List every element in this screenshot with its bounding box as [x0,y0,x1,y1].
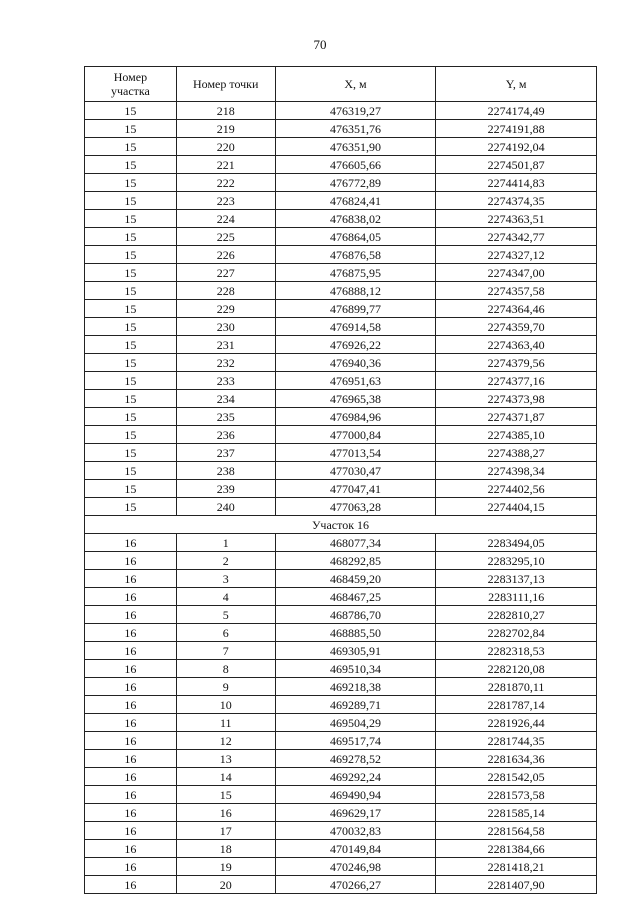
table-row [85,336,597,354]
cell-x: 476984,96 [275,408,436,426]
cell-x: 477030,47 [275,462,436,480]
cell-point-number: 226 [176,246,275,264]
cell-point-number: 218 [176,102,275,120]
cell-x: 477063,28 [275,498,436,516]
cell-y: 2274414,83 [436,174,597,192]
cell-plot-number: 15 [85,390,177,408]
cell-point-number: 234 [176,390,275,408]
table-header [85,67,597,102]
table-row [85,408,597,426]
table-row [85,876,597,894]
cell-y: 2274192,04 [436,138,597,156]
table-row [85,138,597,156]
cell-x: 476965,38 [275,390,436,408]
table-row [85,228,597,246]
cell-point-number: 7 [176,642,275,660]
cell-point-number: 239 [176,480,275,498]
table-row [85,786,597,804]
header-plot-number [85,67,177,102]
cell-y: 2274373,98 [436,390,597,408]
cell-point-number: 14 [176,768,275,786]
cell-y: 2274359,70 [436,318,597,336]
cell-point-number: 15 [176,786,275,804]
table-row [85,174,597,192]
cell-x: 468459,20 [275,570,436,588]
cell-point-number: 222 [176,174,275,192]
cell-point-number: 13 [176,750,275,768]
cell-x: 468786,70 [275,606,436,624]
table-row [85,192,597,210]
cell-y: 2281744,35 [436,732,597,750]
cell-point-number: 232 [176,354,275,372]
cell-y: 2274501,87 [436,156,597,174]
cell-y: 2281564,58 [436,822,597,840]
cell-plot-number: 16 [85,570,177,588]
cell-plot-number: 15 [85,102,177,120]
cell-x: 469510,34 [275,660,436,678]
cell-point-number: 18 [176,840,275,858]
table-row [85,570,597,588]
cell-x: 468885,50 [275,624,436,642]
cell-y: 2274398,34 [436,462,597,480]
cell-y: 2281585,14 [436,804,597,822]
cell-y: 2274379,56 [436,354,597,372]
cell-plot-number: 16 [85,714,177,732]
cell-plot-number: 15 [85,498,177,516]
cell-x: 476772,89 [275,174,436,192]
cell-x: 470149,84 [275,840,436,858]
cell-plot-number: 16 [85,822,177,840]
cell-y: 2274371,87 [436,408,597,426]
table-row [85,858,597,876]
cell-plot-number: 15 [85,444,177,462]
cell-x: 477047,41 [275,480,436,498]
cell-x: 469517,74 [275,732,436,750]
cell-point-number: 225 [176,228,275,246]
cell-plot-number: 16 [85,876,177,894]
cell-point-number: 4 [176,588,275,606]
cell-point-number: 10 [176,696,275,714]
cell-plot-number: 15 [85,264,177,282]
cell-plot-number: 16 [85,642,177,660]
cell-point-number: 3 [176,570,275,588]
cell-x: 477013,54 [275,444,436,462]
cell-y: 2281418,21 [436,858,597,876]
table-row [85,300,597,318]
cell-y: 2274327,12 [436,246,597,264]
cell-point-number: 240 [176,498,275,516]
table-row [85,372,597,390]
cell-x: 469504,29 [275,714,436,732]
cell-y: 2274388,27 [436,444,597,462]
cell-point-number: 233 [176,372,275,390]
cell-plot-number: 15 [85,192,177,210]
cell-x: 468467,25 [275,588,436,606]
cell-y: 2274174,49 [436,102,597,120]
cell-point-number: 11 [176,714,275,732]
cell-y: 2281870,11 [436,678,597,696]
cell-x: 476864,05 [275,228,436,246]
page-number: 70 [313,37,327,52]
cell-plot-number: 15 [85,354,177,372]
cell-plot-number: 15 [85,300,177,318]
cell-x: 476914,58 [275,318,436,336]
cell-y: 2281542,05 [436,768,597,786]
table-row [85,102,597,120]
table-row [85,462,597,480]
cell-point-number: 230 [176,318,275,336]
cell-x: 476926,22 [275,336,436,354]
cell-point-number: 1 [176,534,275,552]
cell-x: 468292,85 [275,552,436,570]
table-row [85,444,597,462]
table-row [85,660,597,678]
cell-plot-number: 15 [85,120,177,138]
cell-y: 2274357,58 [436,282,597,300]
table-row [85,210,597,228]
cell-point-number: 223 [176,192,275,210]
cell-plot-number: 16 [85,606,177,624]
cell-plot-number: 15 [85,426,177,444]
table-row [85,120,597,138]
cell-point-number: 238 [176,462,275,480]
cell-x: 469218,38 [275,678,436,696]
table-row [85,552,597,570]
table-row [85,732,597,750]
cell-x: 469292,24 [275,768,436,786]
cell-x: 476351,90 [275,138,436,156]
table-row [85,588,597,606]
cell-plot-number: 15 [85,138,177,156]
cell-x: 470266,27 [275,876,436,894]
table-row [85,498,597,516]
cell-y: 2283295,10 [436,552,597,570]
cell-y: 2274363,40 [436,336,597,354]
table-row [85,642,597,660]
cell-x: 476876,58 [275,246,436,264]
cell-x: 476319,27 [275,102,436,120]
plot-15-rows [85,102,597,516]
header-row [85,67,597,102]
cell-x: 470246,98 [275,858,436,876]
table-row [85,480,597,498]
cell-x: 476605,66 [275,156,436,174]
cell-plot-number: 15 [85,318,177,336]
cell-plot-number: 16 [85,768,177,786]
header-x: X, м [275,67,436,102]
cell-x: 469629,17 [275,804,436,822]
cell-plot-number: 15 [85,372,177,390]
cell-y: 2282702,84 [436,624,597,642]
cell-x: 476899,77 [275,300,436,318]
cell-x: 469278,52 [275,750,436,768]
cell-plot-number: 15 [85,228,177,246]
cell-point-number: 5 [176,606,275,624]
table-row [85,354,597,372]
cell-y: 2281926,44 [436,714,597,732]
table-row [85,696,597,714]
cell-y: 2274364,46 [436,300,597,318]
cell-y: 2282318,53 [436,642,597,660]
coordinates-table [84,66,597,894]
cell-x: 477000,84 [275,426,436,444]
cell-y: 2283137,13 [436,570,597,588]
cell-point-number: 220 [176,138,275,156]
cell-y: 2281384,66 [436,840,597,858]
section-row-group [85,516,597,534]
cell-point-number: 219 [176,120,275,138]
cell-point-number: 231 [176,336,275,354]
cell-x: 476824,41 [275,192,436,210]
cell-y: 2274404,15 [436,498,597,516]
cell-point-number: 236 [176,426,275,444]
cell-x: 476875,95 [275,264,436,282]
cell-plot-number: 16 [85,804,177,822]
table-row [85,390,597,408]
cell-x: 476951,63 [275,372,436,390]
cell-y: 2282810,27 [436,606,597,624]
table-row [85,840,597,858]
table-row [85,714,597,732]
table-row [85,534,597,552]
cell-x: 469490,94 [275,786,436,804]
cell-plot-number: 15 [85,282,177,300]
table-row [85,624,597,642]
cell-y: 2281634,36 [436,750,597,768]
cell-plot-number: 15 [85,156,177,174]
cell-plot-number: 16 [85,588,177,606]
cell-point-number: 16 [176,804,275,822]
cell-point-number: 6 [176,624,275,642]
cell-y: 2274191,88 [436,120,597,138]
cell-plot-number: 16 [85,696,177,714]
table-row [85,804,597,822]
cell-plot-number: 16 [85,786,177,804]
table-row [85,318,597,336]
cell-plot-number: 15 [85,462,177,480]
cell-plot-number: 15 [85,174,177,192]
cell-point-number: 12 [176,732,275,750]
cell-y: 2274363,51 [436,210,597,228]
cell-plot-number: 15 [85,246,177,264]
cell-plot-number: 15 [85,336,177,354]
cell-y: 2283494,05 [436,534,597,552]
cell-y: 2282120,08 [436,660,597,678]
cell-point-number: 228 [176,282,275,300]
header-y: Y, м [436,67,597,102]
cell-point-number: 227 [176,264,275,282]
table-row [85,156,597,174]
plot-16-rows [85,534,597,894]
cell-point-number: 237 [176,444,275,462]
cell-plot-number: 15 [85,480,177,498]
header-plot-line2: участка [110,84,150,98]
cell-point-number: 229 [176,300,275,318]
cell-x: 476351,76 [275,120,436,138]
cell-x: 468077,34 [275,534,436,552]
cell-plot-number: 16 [85,678,177,696]
cell-x: 470032,83 [275,822,436,840]
cell-plot-number: 16 [85,552,177,570]
cell-x: 469305,91 [275,642,436,660]
table-row [85,678,597,696]
cell-y: 2274402,56 [436,480,597,498]
table-row [85,822,597,840]
cell-plot-number: 16 [85,840,177,858]
cell-point-number: 9 [176,678,275,696]
cell-x: 476838,02 [275,210,436,228]
cell-y: 2281407,90 [436,876,597,894]
cell-x: 476888,12 [275,282,436,300]
cell-point-number: 224 [176,210,275,228]
header-plot-line1: Номер [113,70,148,84]
cell-point-number: 221 [176,156,275,174]
cell-plot-number: 16 [85,624,177,642]
table-row [85,768,597,786]
cell-plot-number: 15 [85,408,177,426]
cell-plot-number: 16 [85,732,177,750]
cell-x: 476940,36 [275,354,436,372]
cell-point-number: 20 [176,876,275,894]
table-row [85,750,597,768]
cell-point-number: 19 [176,858,275,876]
table-row [85,246,597,264]
cell-y: 2281787,14 [436,696,597,714]
header-point-number: Номер точки [176,67,275,102]
table-row [85,426,597,444]
cell-plot-number: 16 [85,660,177,678]
cell-point-number: 17 [176,822,275,840]
cell-plot-number: 15 [85,210,177,228]
cell-x: 469289,71 [275,696,436,714]
table-row [85,282,597,300]
table-row [85,264,597,282]
section-row [85,516,597,534]
cell-point-number: 2 [176,552,275,570]
cell-plot-number: 16 [85,858,177,876]
cell-point-number: 8 [176,660,275,678]
cell-y: 2283111,16 [436,588,597,606]
cell-y: 2274377,16 [436,372,597,390]
cell-y: 2281573,58 [436,786,597,804]
cell-point-number: 235 [176,408,275,426]
cell-plot-number: 16 [85,750,177,768]
table-row [85,606,597,624]
cell-y: 2274347,00 [436,264,597,282]
cell-plot-number: 16 [85,534,177,552]
cell-y: 2274385,10 [436,426,597,444]
cell-y: 2274342,77 [436,228,597,246]
section-label: Участок 16 [85,516,597,534]
cell-y: 2274374,35 [436,192,597,210]
